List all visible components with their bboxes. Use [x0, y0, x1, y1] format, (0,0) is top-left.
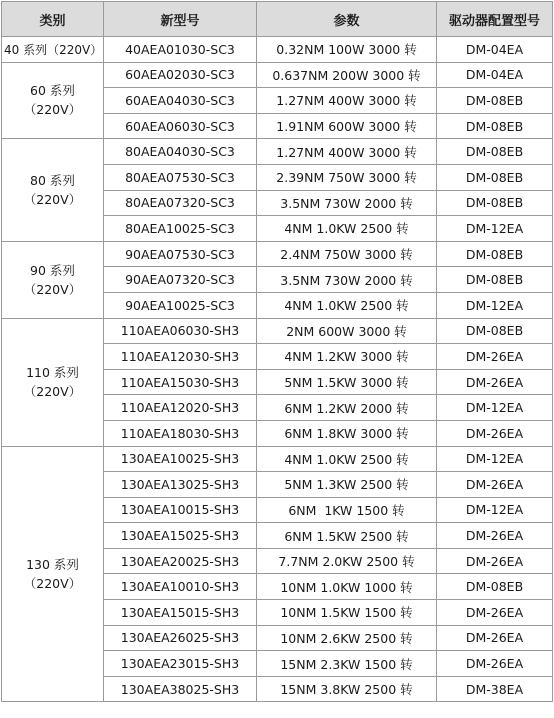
series-label-110	[2, 318, 104, 446]
driver-cell: DM-08EB	[437, 139, 553, 165]
servo-model-table	[1, 1, 553, 702]
header-params: 参数	[257, 2, 437, 37]
params-cell: 10NM 2.6KW 2500 转	[257, 625, 437, 651]
params-cell: 4NM 1.0KW 2500 转	[257, 216, 437, 242]
table-row	[2, 139, 553, 165]
header-driver: 驱动器配置型号	[437, 2, 553, 37]
model-cell: 110AEA06030-SH3	[104, 318, 257, 344]
params-cell: 1.27NM 400W 3000 转	[257, 88, 437, 114]
driver-cell: DM-12EA	[437, 395, 553, 421]
params-cell: 1.91NM 600W 3000 转	[257, 113, 437, 139]
series-voltage: （220V）	[23, 384, 82, 400]
params-cell: 4NM 1.0KW 2500 转	[257, 292, 437, 318]
params-cell: 15NM 2.3KW 1500 转	[257, 651, 437, 677]
params-cell: 2NM 600W 3000 转	[257, 318, 437, 344]
driver-cell: DM-08EB	[437, 113, 553, 139]
driver-cell: DM-04EA	[437, 37, 553, 63]
model-cell: 130AEA15025-SH3	[104, 523, 257, 549]
params-cell: 0.637NM 200W 3000 转	[257, 62, 437, 88]
series-label-90	[2, 241, 104, 318]
series-name: 80 系列	[30, 173, 75, 189]
driver-cell: DM-08EB	[437, 164, 553, 190]
driver-cell: DM-08EB	[437, 574, 553, 600]
model-cell: 60AEA06030-SC3	[104, 113, 257, 139]
table-row	[2, 446, 553, 472]
model-cell: 130AEA15015-SH3	[104, 600, 257, 626]
params-cell: 1.27NM 400W 3000 转	[257, 139, 437, 165]
params-cell: 15NM 3.8KW 2500 转	[257, 676, 437, 702]
driver-cell: DM-08EB	[437, 241, 553, 267]
model-cell: 80AEA07530-SC3	[104, 164, 257, 190]
series-label-130	[2, 446, 104, 702]
params-cell: 5NM 1.3KW 2500 转	[257, 472, 437, 498]
series-voltage: （220V）	[23, 575, 82, 591]
model-cell: 60AEA02030-SC3	[104, 62, 257, 88]
params-cell: 3.5NM 730W 2000 转	[257, 267, 437, 293]
series-name: 90 系列	[30, 262, 75, 278]
model-cell: 80AEA10025-SC3	[104, 216, 257, 242]
driver-cell: DM-12EA	[437, 497, 553, 523]
table-row	[2, 62, 553, 88]
series-label-40: 40 系列（220V）	[2, 37, 104, 63]
model-cell: 130AEA23015-SH3	[104, 651, 257, 677]
params-cell: 6NM 1KW 1500 转	[257, 497, 437, 523]
model-cell: 60AEA04030-SC3	[104, 88, 257, 114]
model-cell: 130AEA10025-SH3	[104, 446, 257, 472]
params-cell: 2.4NM 750W 3000 转	[257, 241, 437, 267]
model-cell: 40AEA01030-SC3	[104, 37, 257, 63]
params-cell: 10NM 1.5KW 1500 转	[257, 600, 437, 626]
driver-cell: DM-08EB	[437, 190, 553, 216]
params-cell: 10NM 1.0KW 1000 转	[257, 574, 437, 600]
model-cell: 110AEA12020-SH3	[104, 395, 257, 421]
series-voltage: （220V）	[23, 281, 82, 297]
model-cell: 80AEA07320-SC3	[104, 190, 257, 216]
driver-cell: DM-26EA	[437, 523, 553, 549]
model-cell: 130AEA10015-SH3	[104, 497, 257, 523]
driver-cell: DM-26EA	[437, 369, 553, 395]
params-cell: 6NM 1.8KW 3000 转	[257, 420, 437, 446]
table-row	[2, 241, 553, 267]
series-label-80	[2, 139, 104, 241]
model-cell: 90AEA07530-SC3	[104, 241, 257, 267]
driver-cell: DM-12EA	[437, 446, 553, 472]
model-cell: 110AEA15030-SH3	[104, 369, 257, 395]
header-model: 新型号	[104, 2, 257, 37]
params-cell: 0.32NM 100W 3000 转	[257, 37, 437, 63]
model-cell: 90AEA10025-SC3	[104, 292, 257, 318]
driver-cell: DM-08EB	[437, 88, 553, 114]
model-cell: 130AEA26025-SH3	[104, 625, 257, 651]
model-cell: 130AEA13025-SH3	[104, 472, 257, 498]
params-cell: 2.39NM 750W 3000 转	[257, 164, 437, 190]
params-cell: 6NM 1.2KW 2000 转	[257, 395, 437, 421]
series-voltage: （220V）	[23, 102, 82, 118]
params-cell: 7.7NM 2.0KW 2500 转	[257, 548, 437, 574]
series-name: 60 系列	[30, 83, 75, 99]
table-row	[2, 37, 553, 63]
driver-cell: DM-04EA	[437, 62, 553, 88]
series-name: 110 系列	[26, 365, 79, 381]
driver-cell: DM-26EA	[437, 651, 553, 677]
model-cell: 90AEA07320-SC3	[104, 267, 257, 293]
driver-cell: DM-38EA	[437, 676, 553, 702]
driver-cell: DM-12EA	[437, 292, 553, 318]
header-row	[2, 2, 553, 37]
model-cell: 110AEA18030-SH3	[104, 420, 257, 446]
params-cell: 6NM 1.5KW 2500 转	[257, 523, 437, 549]
params-cell: 4NM 1.2KW 3000 转	[257, 344, 437, 370]
table-row	[2, 318, 553, 344]
model-cell: 130AEA10010-SH3	[104, 574, 257, 600]
header-category: 类别	[2, 2, 104, 37]
params-cell: 4NM 1.0KW 2500 转	[257, 446, 437, 472]
driver-cell: DM-26EA	[437, 472, 553, 498]
driver-cell: DM-26EA	[437, 548, 553, 574]
model-cell: 130AEA20025-SH3	[104, 548, 257, 574]
driver-cell: DM-26EA	[437, 344, 553, 370]
driver-cell: DM-26EA	[437, 625, 553, 651]
model-cell: 80AEA04030-SC3	[104, 139, 257, 165]
driver-cell: DM-08EB	[437, 267, 553, 293]
series-voltage: （220V）	[23, 192, 82, 208]
driver-cell: DM-26EA	[437, 420, 553, 446]
model-cell: 130AEA38025-SH3	[104, 676, 257, 702]
driver-cell: DM-26EA	[437, 600, 553, 626]
model-cell: 110AEA12030-SH3	[104, 344, 257, 370]
driver-cell: DM-12EA	[437, 216, 553, 242]
series-name: 130 系列	[26, 556, 79, 572]
driver-cell: DM-08EB	[437, 318, 553, 344]
series-label-60	[2, 62, 104, 139]
params-cell: 5NM 1.5KW 3000 转	[257, 369, 437, 395]
params-cell: 3.5NM 730W 2000 转	[257, 190, 437, 216]
